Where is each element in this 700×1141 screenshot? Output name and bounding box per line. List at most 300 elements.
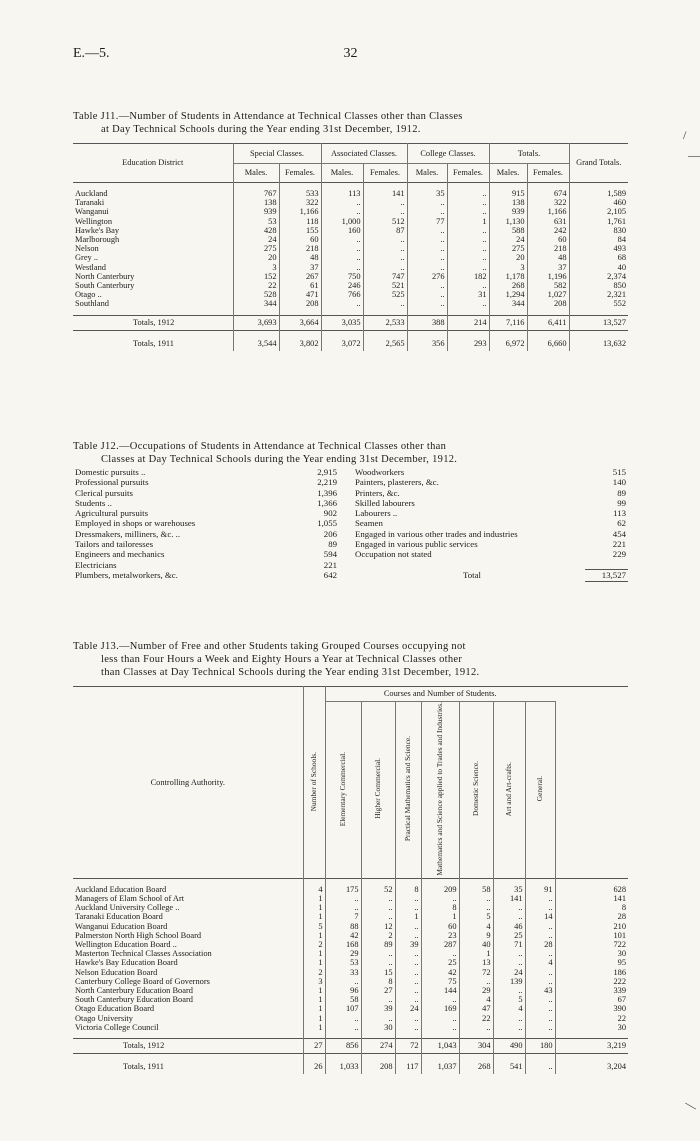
cell-value: 43: [525, 986, 555, 995]
cell-value: 71: [493, 940, 525, 949]
females-header: Females.: [279, 163, 321, 183]
total-value: 26: [303, 1060, 325, 1074]
cell-value: ..: [421, 949, 459, 958]
cell-value: 1: [421, 912, 459, 921]
females-header: Females.: [447, 163, 489, 183]
authority-name: Victoria College Council: [73, 1023, 303, 1032]
col-higher-commercial: Higher Commercial.: [361, 702, 395, 879]
cell-value: 30: [617, 1022, 626, 1032]
total-value: 13,632: [602, 339, 626, 349]
cell-value: 276: [407, 272, 447, 281]
occupation-count: 89: [617, 487, 626, 498]
cell-value: 344: [233, 299, 279, 308]
district-name: Wellington: [73, 217, 233, 226]
district-name: Marlborough: [73, 235, 233, 244]
cell-value: 58: [325, 995, 361, 1004]
total-value: 1,033: [325, 1060, 361, 1074]
cell-value: 4: [303, 885, 325, 894]
total-value: 2,565: [363, 337, 407, 351]
total-value: ..: [525, 1060, 555, 1074]
total-value: 180: [525, 1039, 555, 1054]
occupation-count: 515: [612, 467, 626, 477]
cell-value: 1: [447, 217, 489, 226]
authority-name: Nelson Education Board: [73, 968, 303, 977]
cell-value: 1: [303, 986, 325, 995]
cell-value: 5: [493, 995, 525, 1004]
cell-value: 40: [617, 262, 626, 272]
cell-value: 84: [617, 235, 626, 245]
cell-value: 144: [421, 986, 459, 995]
cell-value: ..: [525, 1023, 555, 1032]
cell-value: 208: [527, 299, 569, 308]
cell-value: 275: [489, 244, 527, 253]
cell-value: 33: [325, 968, 361, 977]
cell-value: 428: [233, 226, 279, 235]
cell-value: 60: [527, 235, 569, 244]
cell-value: ..: [395, 894, 421, 903]
total-value: 214: [447, 315, 489, 330]
table-row: [73, 894, 628, 903]
cell-value: 1,166: [527, 207, 569, 216]
cell-value: 525: [363, 290, 407, 299]
cell-value: 588: [489, 226, 527, 235]
authority-name: Palmerston North High School Board: [73, 931, 303, 940]
cell-value: 552: [613, 299, 626, 309]
cell-value: ..: [325, 977, 361, 986]
cell-value: 915: [489, 189, 527, 198]
occupation-name: Tailors and tailoresses: [75, 539, 154, 550]
courses-header: Courses and Number of Students.: [325, 687, 555, 702]
cell-value: 628: [613, 884, 626, 894]
cell-value: ..: [447, 299, 489, 308]
cell-value: ..: [363, 235, 407, 244]
authority-name: Masterton Technical Classes Association: [73, 949, 303, 958]
cell-value: ..: [363, 244, 407, 253]
cell-value: 25: [493, 931, 525, 940]
occupation-row: [73, 518, 628, 528]
cell-value: 1: [303, 995, 325, 1004]
cell-value: ..: [407, 263, 447, 272]
district-name: Southland: [73, 299, 233, 308]
cell-value: 1,589: [607, 189, 626, 198]
cell-value: 1: [303, 903, 325, 912]
cell-value: 155: [279, 226, 321, 235]
cell-value: 35: [407, 189, 447, 198]
authority-name: Wanganui Education Board: [73, 922, 303, 931]
cell-value: ..: [421, 1014, 459, 1023]
authority-name: Auckland Education Board: [73, 885, 303, 894]
total-value: 268: [459, 1060, 493, 1074]
occupation-row: [73, 488, 628, 498]
cell-value: 1,130: [489, 217, 527, 226]
cell-value: ..: [525, 1004, 555, 1013]
cell-value: 35: [493, 885, 525, 894]
cell-value: 53: [325, 958, 361, 967]
cell-value: 8: [621, 903, 626, 913]
occupation-name: Dressmakers, milliners, &c. ..: [75, 528, 181, 539]
total-value: 388: [407, 315, 447, 330]
occupation-count: 206: [323, 528, 337, 539]
occupation-count: 62: [617, 518, 626, 529]
cell-value: ..: [525, 903, 555, 912]
table-row: [73, 986, 628, 995]
cell-value: 96: [325, 986, 361, 995]
table-row: [73, 1023, 628, 1032]
col-practical-mathematics: Practical Mathematics and Science.: [395, 702, 421, 879]
cell-value: 60: [421, 922, 459, 931]
table-j13: [73, 686, 628, 1074]
cell-value: ..: [493, 912, 525, 921]
cell-value: 42: [421, 968, 459, 977]
cell-value: 222: [613, 976, 626, 986]
occupation-count: 642: [323, 570, 337, 581]
cell-value: 1,000: [321, 217, 363, 226]
occupation-count: 1,396: [317, 487, 337, 498]
cell-value: 24: [493, 968, 525, 977]
cell-value: ..: [363, 253, 407, 262]
cell-value: 169: [421, 1004, 459, 1013]
group-header: Special Classes.: [233, 144, 321, 164]
males-header: Males.: [489, 163, 527, 183]
table-row: [73, 940, 628, 949]
cell-value: ..: [407, 198, 447, 207]
occupation-row: [73, 467, 628, 477]
occupation-name: Printers, &c.: [355, 487, 400, 498]
cell-value: 209: [421, 885, 459, 894]
occupation-row: [73, 477, 628, 487]
cell-value: ..: [407, 244, 447, 253]
cell-value: ..: [321, 198, 363, 207]
cell-value: 12: [361, 922, 395, 931]
table-row: [73, 1004, 628, 1013]
occupation-name: Seamen: [355, 518, 383, 529]
cell-value: ..: [407, 299, 447, 308]
males-header: Males.: [233, 163, 279, 183]
cell-value: 53: [233, 217, 279, 226]
cell-value: 107: [325, 1004, 361, 1013]
total-value: 13,527: [602, 318, 626, 328]
cell-value: ..: [421, 894, 459, 903]
total-value: 3,035: [321, 315, 363, 330]
females-header: Females.: [363, 163, 407, 183]
cell-value: 218: [279, 244, 321, 253]
cell-value: 750: [321, 272, 363, 281]
cell-value: 1: [303, 1014, 325, 1023]
grand-totals-header: Grand Totals.: [576, 158, 622, 168]
occupation-count: 1,366: [317, 497, 337, 508]
occupation-name: Employed in shops or warehouses: [75, 518, 196, 529]
cell-value: 48: [527, 253, 569, 262]
cell-value: 29: [459, 986, 493, 995]
cell-value: ..: [361, 1014, 395, 1023]
authority-name: South Canterbury Education Board: [73, 995, 303, 1004]
cell-value: 113: [321, 189, 363, 198]
cell-value: 61: [279, 281, 321, 290]
col-general: General.: [525, 702, 555, 879]
cell-value: 493: [613, 244, 626, 254]
table-row: [73, 244, 628, 253]
district-name: Hawke's Bay: [73, 226, 233, 235]
authority-name: North Canterbury Education Board: [73, 986, 303, 995]
cell-value: 208: [279, 299, 321, 308]
cell-value: ..: [361, 903, 395, 912]
cell-value: 218: [527, 244, 569, 253]
cell-value: ..: [361, 995, 395, 1004]
occupation-row: [73, 570, 628, 581]
occupation-name: Engineers and mechanics: [75, 549, 165, 560]
cell-value: 1: [303, 1023, 325, 1032]
cell-value: 30: [361, 1023, 395, 1032]
cell-value: 1,196: [527, 272, 569, 281]
cell-value: ..: [493, 949, 525, 958]
cell-value: ..: [363, 198, 407, 207]
table-row: [73, 903, 628, 912]
cell-value: 29: [325, 949, 361, 958]
total-value: 27: [303, 1039, 325, 1054]
cell-value: 91: [525, 885, 555, 894]
cell-value: 87: [363, 226, 407, 235]
cell-value: 22: [617, 1013, 626, 1023]
cell-value: 1: [303, 894, 325, 903]
cell-value: ..: [325, 1023, 361, 1032]
cell-value: 460: [613, 198, 626, 208]
cell-value: ..: [525, 949, 555, 958]
cell-value: 14: [525, 912, 555, 921]
margin-mark: —: [682, 1096, 700, 1115]
table-j13-caption: Table J13.—Number of Free and other Students taking Grouped Courses occupying not less than Four Hours a Week and Eighty Hours a Year at Technical Classes other than Classes at Day Technical Schools during the Year ending 31st December, 1912.: [73, 641, 480, 678]
total-value: 72: [395, 1039, 421, 1054]
occupation-name: Occupation not stated: [355, 549, 432, 560]
total-value: 6,411: [527, 315, 569, 330]
table-j11-caption: Table J11.—Number of Students in Attendance at Technical Classes other than Classes at Day Technical Schools during the Year ending 31st December, 1912.: [73, 111, 463, 135]
males-header: Males.: [321, 163, 363, 183]
cell-value: ..: [459, 894, 493, 903]
group-header: Associated Classes.: [321, 144, 407, 164]
cell-value: ..: [325, 1014, 361, 1023]
cell-value: 152: [233, 272, 279, 281]
cell-value: ..: [447, 235, 489, 244]
margin-mark: —: [688, 148, 700, 162]
cell-value: 1,027: [527, 290, 569, 299]
cell-value: 48: [279, 253, 321, 262]
authority-name: Auckland University College ..: [73, 903, 303, 912]
cell-value: 1,166: [279, 207, 321, 216]
cell-value: 767: [233, 189, 279, 198]
occupation-count: 2,915: [317, 467, 337, 477]
cell-value: ..: [407, 290, 447, 299]
cell-value: 47: [459, 1004, 493, 1013]
cell-value: 139: [493, 977, 525, 986]
cell-value: ..: [447, 198, 489, 207]
district-name: Westland: [73, 263, 233, 272]
page-number: 32: [343, 46, 358, 61]
total-value: 7,116: [489, 315, 527, 330]
authority-name: Managers of Elam School of Art: [73, 894, 303, 903]
table-row: [73, 958, 628, 967]
cell-value: ..: [395, 968, 421, 977]
table-row: [73, 226, 628, 235]
occupation-name: Clerical pursuits: [75, 487, 133, 498]
occupation-name: Agricultural pursuits: [75, 508, 149, 519]
cell-value: 31: [447, 290, 489, 299]
total-value: 3,219: [607, 1041, 626, 1051]
cell-value: 58: [459, 885, 493, 894]
cell-value: ..: [459, 1023, 493, 1032]
cell-value: ..: [459, 903, 493, 912]
district-name: Wanganui: [73, 207, 233, 216]
total-value: 3,544: [233, 337, 279, 351]
table-row: [73, 968, 628, 977]
document-ref: E.—5.: [73, 46, 110, 61]
table-row: [73, 931, 628, 940]
cell-value: ..: [321, 263, 363, 272]
cell-value: 67: [617, 995, 626, 1005]
cell-value: 39: [361, 1004, 395, 1013]
cell-value: 141: [363, 189, 407, 198]
cell-value: 24: [233, 235, 279, 244]
cell-value: 9: [459, 931, 493, 940]
cell-value: ..: [325, 894, 361, 903]
cell-value: 2,374: [607, 271, 626, 281]
cell-value: ..: [421, 995, 459, 1004]
cell-value: ..: [421, 1023, 459, 1032]
cell-value: 3: [233, 263, 279, 272]
occupation-name: Engaged in various other trades and industries: [355, 528, 518, 539]
cell-value: ..: [361, 949, 395, 958]
table-row: [73, 281, 628, 290]
table-j12-caption: Table J12.—Occupations of Students in Attendance at Technical Classes other than Classes at Day Technical Schools during the Year ending 31st December, 1912.: [73, 441, 458, 465]
cell-value: 3: [303, 977, 325, 986]
cell-value: ..: [447, 244, 489, 253]
cell-value: ..: [493, 1023, 525, 1032]
total-value: 6,660: [527, 337, 569, 351]
cell-value: 75: [421, 977, 459, 986]
cell-value: 138: [489, 198, 527, 207]
cell-value: 89: [361, 940, 395, 949]
cell-value: 1: [303, 912, 325, 921]
total-value: 2,533: [363, 315, 407, 330]
authority-name: Otago University: [73, 1014, 303, 1023]
cell-value: 160: [321, 226, 363, 235]
cell-value: 22: [459, 1014, 493, 1023]
occupation-row: [73, 539, 628, 549]
cell-value: 8: [395, 885, 421, 894]
occupation-count: 229: [612, 549, 626, 560]
total-value: 3,072: [321, 337, 363, 351]
cell-value: 747: [363, 272, 407, 281]
occupation-count: 2,219: [317, 477, 337, 488]
total-value: 1,037: [421, 1060, 459, 1074]
totals-label: Totals, 1912: [73, 315, 233, 330]
occupation-count: 902: [323, 508, 337, 519]
cell-value: ..: [525, 1014, 555, 1023]
authority-name: Hawke's Bay Education Board: [73, 958, 303, 967]
col-elementary-commercial: Elementary Commercial.: [325, 702, 361, 879]
cell-value: ..: [493, 1014, 525, 1023]
occupation-name: Labourers ..: [355, 508, 398, 519]
cell-value: 101: [613, 930, 626, 940]
occupation-count: 99: [617, 497, 626, 508]
cell-value: 4: [493, 1004, 525, 1013]
cell-value: ..: [407, 253, 447, 262]
cell-value: ..: [321, 207, 363, 216]
cell-value: ..: [321, 244, 363, 253]
occupation-name: Woodworkers: [355, 467, 405, 477]
cell-value: 471: [279, 290, 321, 299]
cell-value: ..: [395, 986, 421, 995]
total-value: 208: [361, 1060, 395, 1074]
cell-value: 533: [279, 189, 321, 198]
authority-name: Otago Education Board: [73, 1004, 303, 1013]
cell-value: ..: [525, 995, 555, 1004]
totals-label: Totals, 1911: [73, 337, 233, 351]
table-row: [73, 290, 628, 299]
cell-value: 242: [527, 226, 569, 235]
cell-value: ..: [361, 894, 395, 903]
cell-value: ..: [363, 299, 407, 308]
cell-value: 8: [421, 903, 459, 912]
cell-value: 1: [303, 931, 325, 940]
cell-value: 30: [617, 949, 626, 959]
table-row: [73, 198, 628, 207]
cell-value: 8: [361, 977, 395, 986]
table-row: [73, 912, 628, 921]
table-row: [73, 299, 628, 308]
cell-value: 5: [459, 912, 493, 921]
cell-value: 939: [233, 207, 279, 216]
occupation-name: Domestic pursuits ..: [75, 467, 146, 477]
cell-value: 722: [613, 940, 626, 950]
cell-value: 40: [459, 940, 493, 949]
totals-row: [73, 337, 628, 351]
cell-value: 2: [361, 931, 395, 940]
table-row: [73, 922, 628, 931]
cell-value: ..: [493, 986, 525, 995]
cell-value: 28: [617, 912, 626, 922]
cell-value: 138: [233, 198, 279, 207]
cell-value: 939: [489, 207, 527, 216]
cell-value: 1,761: [607, 216, 626, 226]
cell-value: 631: [527, 217, 569, 226]
females-header: Females.: [527, 163, 569, 183]
cell-value: ..: [395, 977, 421, 986]
totals-label: Totals, 1912: [73, 1039, 303, 1054]
occupation-count: 221: [323, 559, 337, 570]
cell-value: 674: [527, 189, 569, 198]
total-value: 3,664: [279, 315, 321, 330]
col-art-crafts: Art and Art-crafts.: [493, 702, 525, 879]
cell-value: 1: [459, 949, 493, 958]
occupation-count: 221: [612, 539, 626, 550]
group-header: College Classes.: [407, 144, 489, 164]
cell-value: ..: [395, 922, 421, 931]
cell-value: 268: [489, 281, 527, 290]
cell-value: ..: [395, 1023, 421, 1032]
table-row: [73, 885, 628, 894]
cell-value: 20: [233, 253, 279, 262]
cell-value: 28: [525, 940, 555, 949]
cell-value: 582: [527, 281, 569, 290]
cell-value: 3: [489, 263, 527, 272]
totals-label: Totals, 1911: [73, 1060, 303, 1074]
cell-value: 39: [395, 940, 421, 949]
cell-value: ..: [407, 235, 447, 244]
cell-value: 322: [279, 198, 321, 207]
table-j11: [73, 143, 628, 351]
occupation-name: Painters, plasterers, &c.: [355, 477, 439, 488]
cell-value: 22: [233, 281, 279, 290]
district-name: Otago ..: [73, 290, 233, 299]
